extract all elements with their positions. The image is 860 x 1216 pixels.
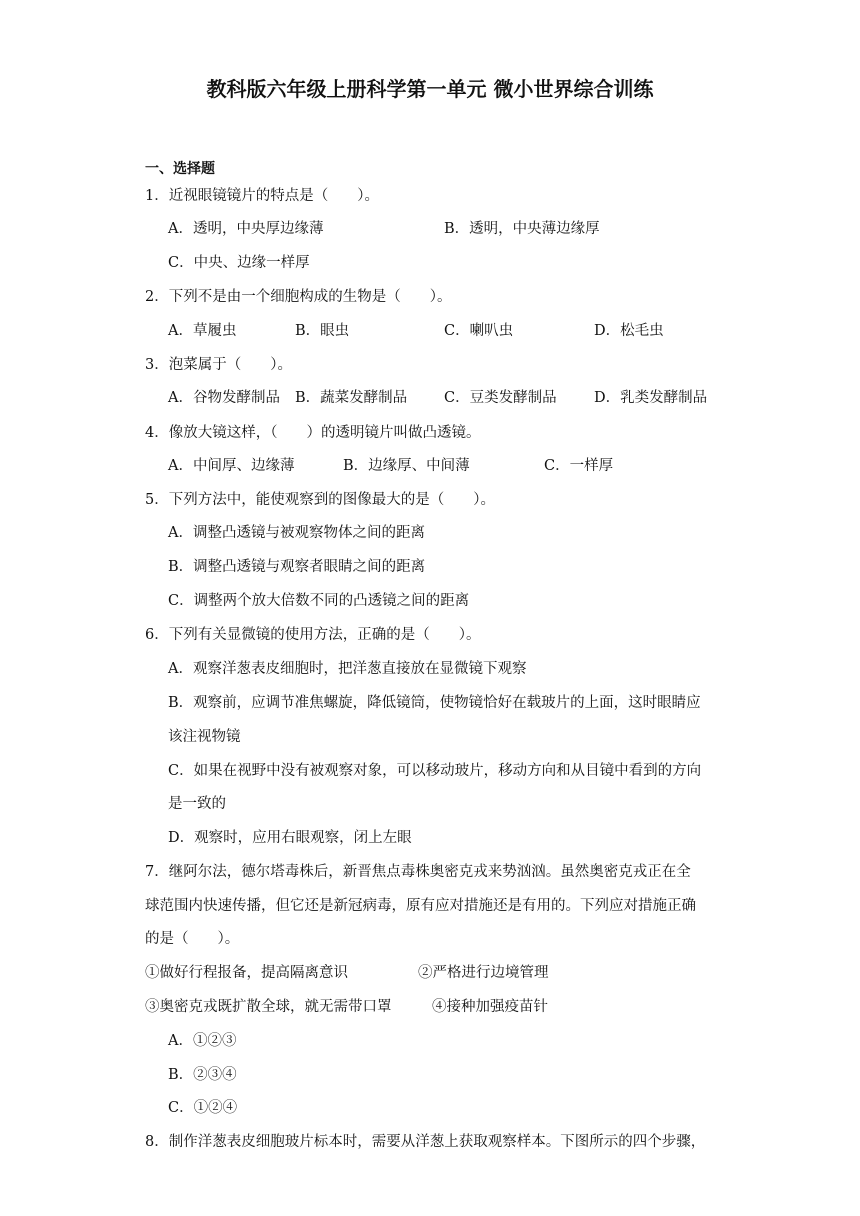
question-7-option-b: B．②③④ <box>168 1067 237 1083</box>
section-heading: 一、选择题 <box>145 161 215 177</box>
question-4-option-b: B．边缘厚、中间薄 <box>343 458 470 474</box>
question-7-statement-3: ③奥密克戎既扩散全球，就无需带口罩 <box>145 999 392 1015</box>
question-5-option-b: B．调整凸透镜与观察者眼睛之间的距离 <box>168 559 426 575</box>
question-3-stem: 3．泡菜属于（ ）。 <box>145 357 292 373</box>
question-4-option-c: C．一样厚 <box>544 458 614 474</box>
question-6-option-b-line1: B．观察前，应调节准焦螺旋，降低镜筒，使物镜恰好在载玻片的上面，这时眼睛应 <box>168 695 701 711</box>
question-1-option-c: C．中央、边缘一样厚 <box>168 255 310 271</box>
question-3-option-b: B．蔬菜发酵制品 <box>295 390 408 406</box>
question-1-option-a: A．透明，中央厚边缘薄 <box>168 221 324 237</box>
question-3-option-d: D．乳类发酵制品 <box>594 390 708 406</box>
question-6-option-a: A．观察洋葱表皮细胞时，把洋葱直接放在显微镜下观察 <box>168 661 527 677</box>
question-3-option-c: C．豆类发酵制品 <box>444 390 557 406</box>
page-title: 教科版六年级上册科学第一单元 微小世界综合训练 <box>206 77 654 101</box>
question-7-option-a: A．①②③ <box>168 1033 237 1049</box>
question-6-option-d: D．观察时，应用右眼观察，闭上左眼 <box>168 830 412 846</box>
question-7-statement-2: ②严格进行边境管理 <box>418 965 549 981</box>
question-6-stem: 6．下列有关显微镜的使用方法，正确的是（ ）。 <box>145 627 481 643</box>
question-8-stem: 8．制作洋葱表皮细胞玻片标本时，需要从洋葱上获取观察样本。下图所示的四个步骤， <box>145 1134 706 1150</box>
question-5-option-c: C．调整两个放大倍数不同的凸透镜之间的距离 <box>168 593 470 609</box>
question-3-option-a: A．谷物发酵制品 <box>168 390 280 406</box>
question-6-option-c-line1: C．如果在视野中没有被观察对象，可以移动玻片，移动方向和从目镜中看到的方向 <box>168 763 702 779</box>
question-2-option-b: B．眼虫 <box>295 323 350 339</box>
question-2-option-c: C．喇叭虫 <box>444 323 514 339</box>
question-4-stem: 4．像放大镜这样，（ ）的透明镜片叫做凸透镜。 <box>145 425 481 441</box>
question-1-option-b: B．透明，中央薄边缘厚 <box>444 221 600 237</box>
question-2-option-a: A．草履虫 <box>168 323 237 339</box>
question-6-option-b-line2: 该注视物镜 <box>168 729 241 745</box>
question-5-option-a: A．调整凸透镜与被观察物体之间的距离 <box>168 525 425 541</box>
question-7-option-c: C．①②④ <box>168 1100 238 1116</box>
question-2-stem: 2．下列不是由一个细胞构成的生物是（ ）。 <box>145 289 452 305</box>
question-7-statement-4: ④接种加强疫苗针 <box>432 999 548 1015</box>
question-1-stem: 1．近视眼镜镜片的特点是（ ）。 <box>145 188 379 204</box>
question-5-stem: 5．下列方法中，能使观察到的图像最大的是（ ）。 <box>145 492 495 508</box>
question-7-stem-line3: 的是（ ）。 <box>145 931 240 947</box>
question-2-option-d: D．松毛虫 <box>594 323 664 339</box>
question-7-statement-1: ①做好行程报备，提高隔离意识 <box>145 965 348 981</box>
question-7-stem-line1: 7．继阿尔法，德尔塔毒株后，新晋焦点毒株奥密克戎来势汹汹。虽然奥密克戎正在全 <box>145 864 691 880</box>
question-6-option-c-line2: 是一致的 <box>168 796 226 812</box>
question-7-stem-line2: 球范围内快速传播，但它还是新冠病毒，原有应对措施还是有用的。下列应对措施正确 <box>145 898 696 914</box>
question-4-option-a: A．中间厚、边缘薄 <box>168 458 295 474</box>
